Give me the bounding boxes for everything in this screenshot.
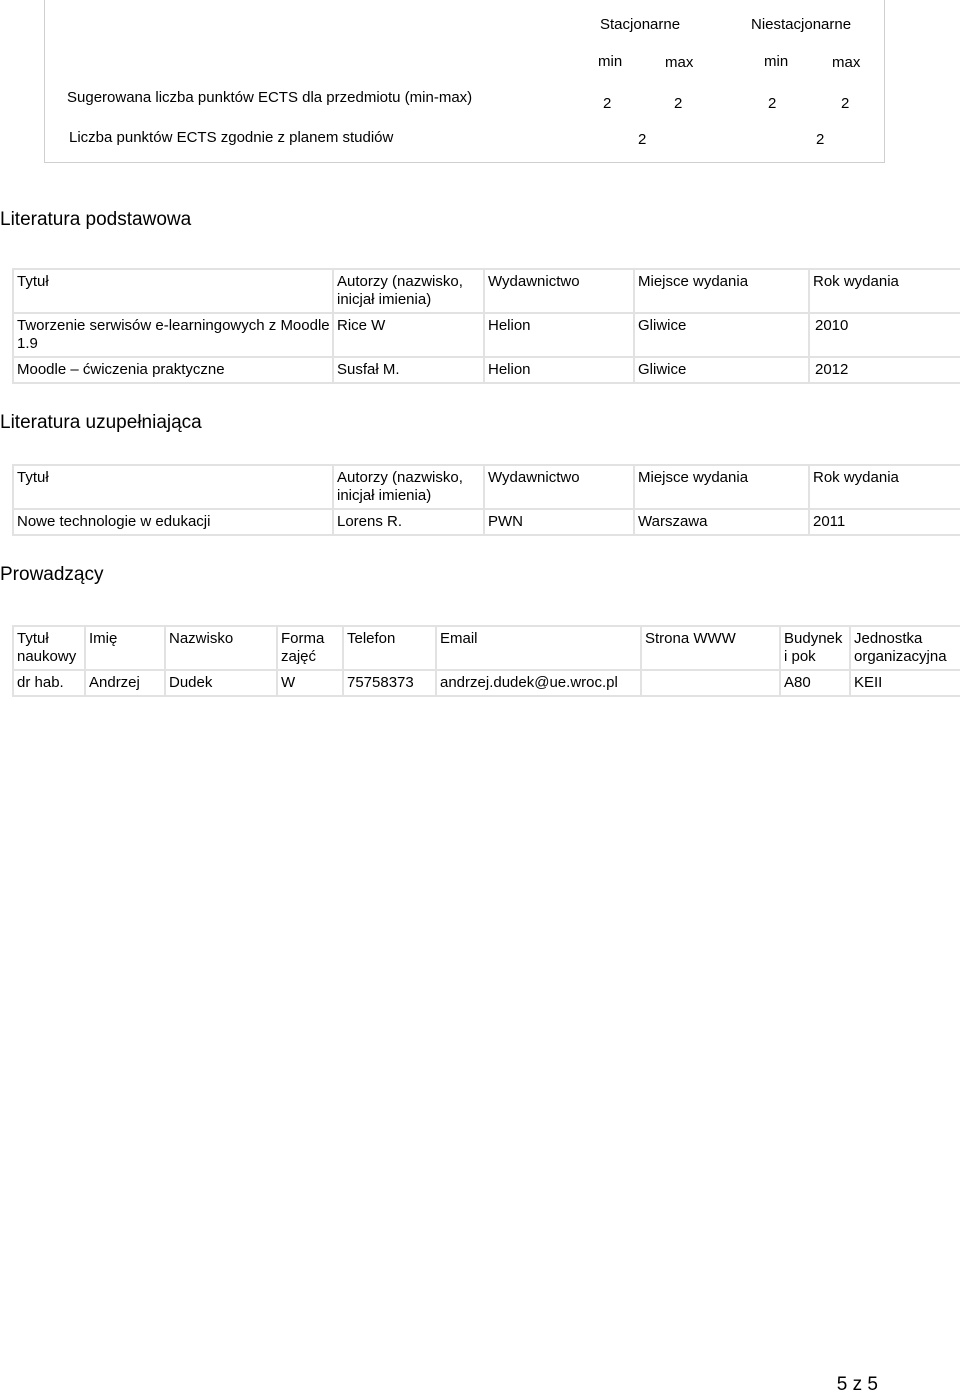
stac-max-header: max	[665, 54, 694, 71]
table-row	[13, 313, 960, 357]
cell-last-name: Dudek	[165, 670, 277, 696]
ects-plan-label: Liczba punktów ECTS zgodnie z planem studiów	[69, 129, 394, 146]
table-row	[13, 509, 960, 535]
cell-title: Nowe technologie w edukacji	[13, 509, 333, 535]
prowadzacy-table	[12, 625, 960, 697]
table-row	[13, 357, 960, 383]
header-cell: Imię	[85, 626, 165, 670]
cell-authors: Lorens R.	[333, 509, 484, 535]
niestac-max-header: max	[832, 54, 861, 71]
ects-suggested-stac-max: 2	[674, 95, 683, 112]
cell-place: Gliwice	[634, 313, 809, 357]
cell-place: Warszawa	[634, 509, 809, 535]
header-cell: Miejsce wydania	[634, 269, 809, 313]
table-header-row	[13, 465, 960, 509]
cell-publisher: PWN	[484, 509, 634, 535]
lit-podst-table	[12, 268, 960, 384]
stac-min-header: min	[598, 53, 623, 70]
cell-authors: Rice W	[333, 313, 484, 357]
cell-first-name: Andrzej	[85, 670, 165, 696]
header-cell: Nazwisko	[165, 626, 277, 670]
cell-year: 2011	[809, 509, 960, 535]
header-cell: Autorzy (nazwisko, inicjał imienia)	[333, 465, 484, 509]
header-cell: Budynek i pok	[780, 626, 850, 670]
cell-class-form: W	[277, 670, 343, 696]
header-cell: Email	[436, 626, 641, 670]
ects-suggested-niestac-max: 2	[841, 95, 850, 112]
cell-publisher: Helion	[484, 357, 634, 383]
cell-year: 2010	[809, 313, 960, 357]
header-cell: Tytuł	[13, 269, 333, 313]
cell-authors: Susfał M.	[333, 357, 484, 383]
header-cell: Autorzy (nazwisko, inicjał imienia)	[333, 269, 484, 313]
cell-title: Moodle – ćwiczenia praktyczne	[13, 357, 333, 383]
cell-unit: KEII	[850, 670, 960, 696]
niestac-min-header: min	[764, 53, 789, 70]
table-row	[13, 670, 960, 696]
header-cell: Forma zajęć	[277, 626, 343, 670]
header-cell: Wydawnictwo	[484, 465, 634, 509]
col-niestacjonarne: Niestacjonarne	[751, 16, 852, 33]
lit-uzup-table	[12, 464, 960, 536]
ects-plan-niestac: 2	[816, 131, 825, 148]
page-number: 5 z 5	[836, 1374, 878, 1395]
header-cell: Telefon	[343, 626, 436, 670]
header-cell: Strona WWW	[641, 626, 780, 670]
cell-academic-title: dr hab.	[13, 670, 85, 696]
cell-title: Tworzenie serwisów e-learningowych z Moodle 1.9	[13, 313, 333, 357]
header-cell: Rok wydania	[809, 465, 960, 509]
lit-podst-heading: Literatura podstawowa	[0, 209, 192, 230]
cell-email: andrzej.dudek@ue.wroc.pl	[436, 670, 641, 696]
cell-year: 2012	[809, 357, 960, 383]
prowadzacy-heading: Prowadzący	[0, 564, 104, 585]
header-cell: Rok wydania	[809, 269, 960, 313]
cell-building-room: A80	[780, 670, 850, 696]
header-cell: Jednostka organizacyjna	[850, 626, 960, 670]
header-cell: Miejsce wydania	[634, 465, 809, 509]
lit-uzup-heading: Literatura uzupełniająca	[0, 412, 202, 433]
ects-suggested-label: Sugerowana liczba punktów ECTS dla przedmiotu (min-max)	[67, 89, 473, 106]
cell-website	[641, 670, 780, 696]
col-stacjonarne: Stacjonarne	[600, 16, 681, 33]
table-header-row	[13, 626, 960, 670]
ects-suggested-niestac-min: 2	[768, 95, 777, 112]
cell-publisher: Helion	[484, 313, 634, 357]
cell-place: Gliwice	[634, 357, 809, 383]
ects-plan-stac: 2	[638, 131, 647, 148]
header-cell: Tytuł	[13, 465, 333, 509]
table-header-row	[13, 269, 960, 313]
header-cell: Wydawnictwo	[484, 269, 634, 313]
ects-suggested-stac-min: 2	[603, 95, 612, 112]
header-cell: Tytuł naukowy	[13, 626, 85, 670]
cell-phone: 75758373	[343, 670, 436, 696]
